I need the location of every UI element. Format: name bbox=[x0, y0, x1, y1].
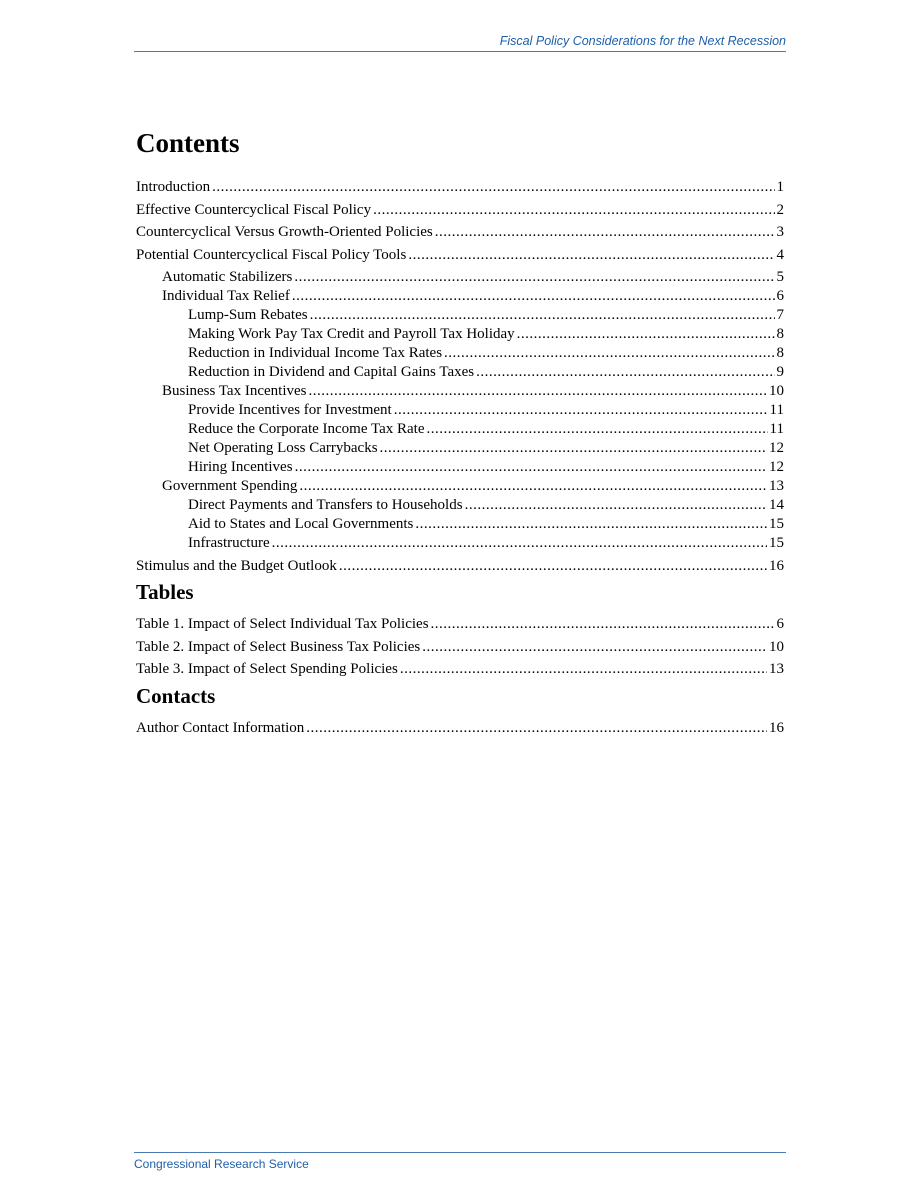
toc-entry-title: Table 2. Impact of Select Business Tax Policies bbox=[136, 638, 421, 655]
contents-heading: Contents bbox=[136, 128, 240, 158]
dot-leader bbox=[306, 719, 767, 738]
toc-entry-page-number: 16 bbox=[769, 557, 784, 574]
toc-entry-title: Business Tax Incentives bbox=[162, 383, 307, 399]
toc-entry-title: Countercyclical Versus Growth-Oriented Policies bbox=[136, 224, 433, 240]
toc-entry-page-number: 13 bbox=[769, 478, 784, 494]
toc-entry-page-number: 8 bbox=[776, 345, 784, 361]
contents-toc-entry[interactable] bbox=[136, 268, 784, 287]
toc-entry-page-number: 14 bbox=[769, 497, 784, 513]
tables-heading: Tables bbox=[136, 580, 194, 604]
tables-toc-entry[interactable] bbox=[136, 638, 784, 657]
contents-toc-entry[interactable] bbox=[136, 401, 784, 420]
dot-leader bbox=[373, 201, 774, 220]
toc-entry-page-number: 16 bbox=[769, 719, 784, 736]
dot-leader bbox=[400, 660, 767, 679]
contents-toc-entry[interactable] bbox=[136, 223, 784, 242]
contacts-list bbox=[136, 719, 784, 738]
dot-leader bbox=[517, 325, 775, 344]
contents-toc-entry[interactable] bbox=[136, 534, 784, 553]
toc-entry-page-number: 5 bbox=[776, 269, 784, 285]
toc-entry-page-number: 12 bbox=[769, 440, 784, 456]
toc-entry-page-number: 6 bbox=[776, 616, 784, 632]
dot-leader bbox=[292, 287, 775, 306]
toc-entry-title: Direct Payments and Transfers to Households bbox=[188, 497, 463, 513]
dot-leader bbox=[310, 306, 775, 325]
contents-toc-entry[interactable] bbox=[136, 201, 784, 220]
tables-toc-entry[interactable] bbox=[136, 660, 784, 679]
dot-leader bbox=[476, 363, 774, 382]
page-header bbox=[134, 32, 786, 52]
dot-leader bbox=[309, 382, 768, 401]
footer-organization: Congressional Research Service bbox=[134, 1157, 309, 1171]
dot-leader bbox=[295, 458, 767, 477]
toc-entry-title: Author Contact Information bbox=[136, 719, 305, 736]
contents-toc-entry[interactable] bbox=[136, 439, 784, 458]
contents-toc-entry[interactable] bbox=[136, 496, 784, 515]
toc-entry-page-number: 6 bbox=[776, 288, 784, 304]
toc-entry-page-number: 12 bbox=[769, 459, 784, 475]
toc-entry-title: Making Work Pay Tax Credit and Payroll Tax Holiday bbox=[188, 326, 515, 342]
contents-toc-entry[interactable] bbox=[136, 477, 784, 496]
toc-entry-title: Table 1. Impact of Select Individual Tax Policies bbox=[136, 616, 429, 632]
contents-toc-entry[interactable] bbox=[136, 420, 784, 439]
toc-entry-title: Effective Countercyclical Fiscal Policy bbox=[136, 201, 372, 218]
toc-entry-page-number: 11 bbox=[769, 421, 784, 437]
contents-toc-entry[interactable] bbox=[136, 325, 784, 344]
contents-toc-entry[interactable] bbox=[136, 178, 784, 197]
contents-list bbox=[136, 178, 784, 576]
contents-toc-entry[interactable] bbox=[136, 363, 784, 382]
dot-leader bbox=[435, 223, 775, 242]
toc-entry-page-number: 13 bbox=[769, 661, 784, 677]
toc-entry-page-number: 9 bbox=[776, 364, 784, 380]
toc-entry-page-number: 10 bbox=[769, 638, 784, 655]
dot-leader bbox=[339, 557, 767, 576]
toc-entry-title: Stimulus and the Budget Outlook bbox=[136, 557, 337, 574]
toc-entry-title: Net Operating Loss Carrybacks bbox=[188, 440, 378, 456]
toc-entry-title: Hiring Incentives bbox=[188, 459, 293, 475]
dot-leader bbox=[422, 638, 767, 657]
toc-entry-page-number: 8 bbox=[776, 326, 784, 342]
contents-toc-entry[interactable] bbox=[136, 246, 784, 265]
contents-toc-entry[interactable] bbox=[136, 287, 784, 306]
contents-toc-entry[interactable] bbox=[136, 557, 784, 576]
toc-entry-page-number: 11 bbox=[769, 402, 784, 418]
toc-entry-title: Table 3. Impact of Select Spending Policies bbox=[136, 661, 398, 677]
tables-toc-entry[interactable] bbox=[136, 615, 784, 634]
toc-entry-title: Potential Countercyclical Fiscal Policy Tools bbox=[136, 246, 407, 263]
dot-leader bbox=[415, 515, 767, 534]
dot-leader bbox=[294, 268, 774, 287]
contents-toc-entry[interactable] bbox=[136, 344, 784, 363]
toc-entry-title: Introduction bbox=[136, 179, 211, 195]
toc-entry-title: Infrastructure bbox=[188, 535, 270, 551]
contents-toc-entry[interactable] bbox=[136, 458, 784, 477]
toc-entry-title: Reduce the Corporate Income Tax Rate bbox=[188, 421, 425, 437]
toc-entry-title: Lump-Sum Rebates bbox=[188, 307, 308, 323]
contents-toc-entry[interactable] bbox=[136, 306, 784, 325]
dot-leader bbox=[408, 246, 774, 265]
dot-leader bbox=[431, 615, 775, 634]
toc-entry-page-number: 2 bbox=[776, 201, 784, 218]
contents-toc-entry[interactable] bbox=[136, 382, 784, 401]
dot-leader bbox=[427, 420, 768, 439]
toc-entry-page-number: 10 bbox=[769, 383, 784, 399]
toc-entry-page-number: 7 bbox=[776, 307, 784, 323]
dot-leader bbox=[212, 178, 774, 197]
toc-entry-title: Provide Incentives for Investment bbox=[188, 402, 392, 418]
dot-leader bbox=[380, 439, 767, 458]
toc-entry-title: Automatic Stabilizers bbox=[162, 269, 293, 285]
toc-entry-page-number: 15 bbox=[769, 535, 784, 551]
running-header-title: Fiscal Policy Considerations for the Next Recession bbox=[499, 34, 786, 48]
dot-leader bbox=[465, 496, 767, 515]
dot-leader bbox=[394, 401, 768, 420]
toc-entry-page-number: 4 bbox=[776, 246, 784, 263]
dot-leader bbox=[299, 477, 767, 496]
contacts-heading: Contacts bbox=[136, 683, 216, 708]
toc-entry-title: Individual Tax Relief bbox=[162, 288, 290, 304]
toc-entry-title: Aid to States and Local Governments bbox=[188, 516, 414, 532]
dot-leader bbox=[272, 534, 767, 553]
contents-toc-entry[interactable] bbox=[136, 515, 784, 534]
document-body bbox=[136, 126, 784, 741]
toc-entry-page-number: 3 bbox=[776, 224, 784, 240]
toc-entry-page-number: 15 bbox=[769, 516, 784, 532]
tables-list bbox=[136, 615, 784, 679]
contacts-toc-entry[interactable] bbox=[136, 719, 784, 738]
toc-entry-title: Reduction in Dividend and Capital Gains Taxes bbox=[188, 364, 475, 380]
toc-entry-title: Government Spending bbox=[162, 478, 298, 494]
page-footer bbox=[134, 1152, 786, 1173]
toc-entry-title: Reduction in Individual Income Tax Rates bbox=[188, 345, 443, 361]
dot-leader bbox=[444, 344, 774, 363]
toc-entry-page-number: 1 bbox=[776, 179, 784, 195]
